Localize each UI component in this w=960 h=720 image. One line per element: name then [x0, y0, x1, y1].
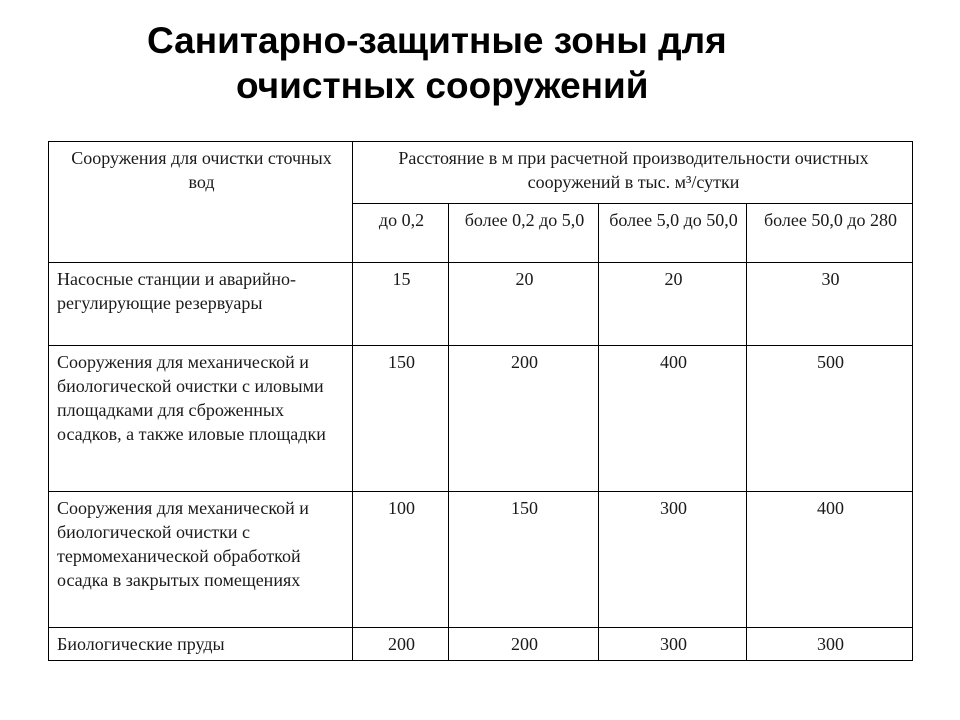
table-cell: 400 — [747, 492, 913, 628]
table-header-row — [49, 142, 913, 204]
table-cell: 15 — [353, 263, 449, 346]
table-cell: 30 — [747, 263, 913, 346]
table-row — [49, 346, 913, 492]
row-label: Сооружения для механической и биологической очистки с термомеханической обработкой осадка в закрытых помещениях — [49, 492, 353, 628]
column-header-capacity: более 0,2 до 5,0 — [449, 203, 599, 263]
page-title-line-1: Санитарно-защитные зоны для — [147, 20, 727, 61]
table-cell: 150 — [449, 492, 599, 628]
column-header-facility: Сооружения для очистки сточных вод — [49, 142, 353, 263]
table-cell: 300 — [747, 628, 913, 661]
table-cell: 300 — [599, 628, 747, 661]
table-cell: 100 — [353, 492, 449, 628]
table-cell: 300 — [599, 492, 747, 628]
table-cell: 200 — [353, 628, 449, 661]
table-cell: 150 — [353, 346, 449, 492]
table-cell: 200 — [449, 628, 599, 661]
table-row — [49, 263, 913, 346]
sanitary-zones-table — [48, 141, 913, 661]
column-header-capacity: более 5,0 до 50,0 — [599, 203, 747, 263]
table-cell: 20 — [599, 263, 747, 346]
table-cell: 400 — [599, 346, 747, 492]
row-label: Биологические пруды — [49, 628, 353, 661]
row-label: Насосные станции и аварийно-регулирующие резервуары — [49, 263, 353, 346]
column-header-capacity: более 50,0 до 280 — [747, 203, 913, 263]
table-row — [49, 628, 913, 661]
row-label: Сооружения для механической и биологической очистки с иловыми площадками для сброженных осадков, а также иловые площадки — [49, 346, 353, 492]
table-cell: 20 — [449, 263, 599, 346]
table-cell: 500 — [747, 346, 913, 492]
table-row — [49, 492, 913, 628]
table-cell: 200 — [449, 346, 599, 492]
page-title — [0, 18, 960, 108]
column-header-capacity: до 0,2 — [353, 203, 449, 263]
page-title-line-2: очистных сооружений — [236, 65, 649, 106]
column-header-distance-group: Расстояние в м при расчетной производительности очистных сооружений в тыс. м³/сутки — [353, 142, 913, 204]
